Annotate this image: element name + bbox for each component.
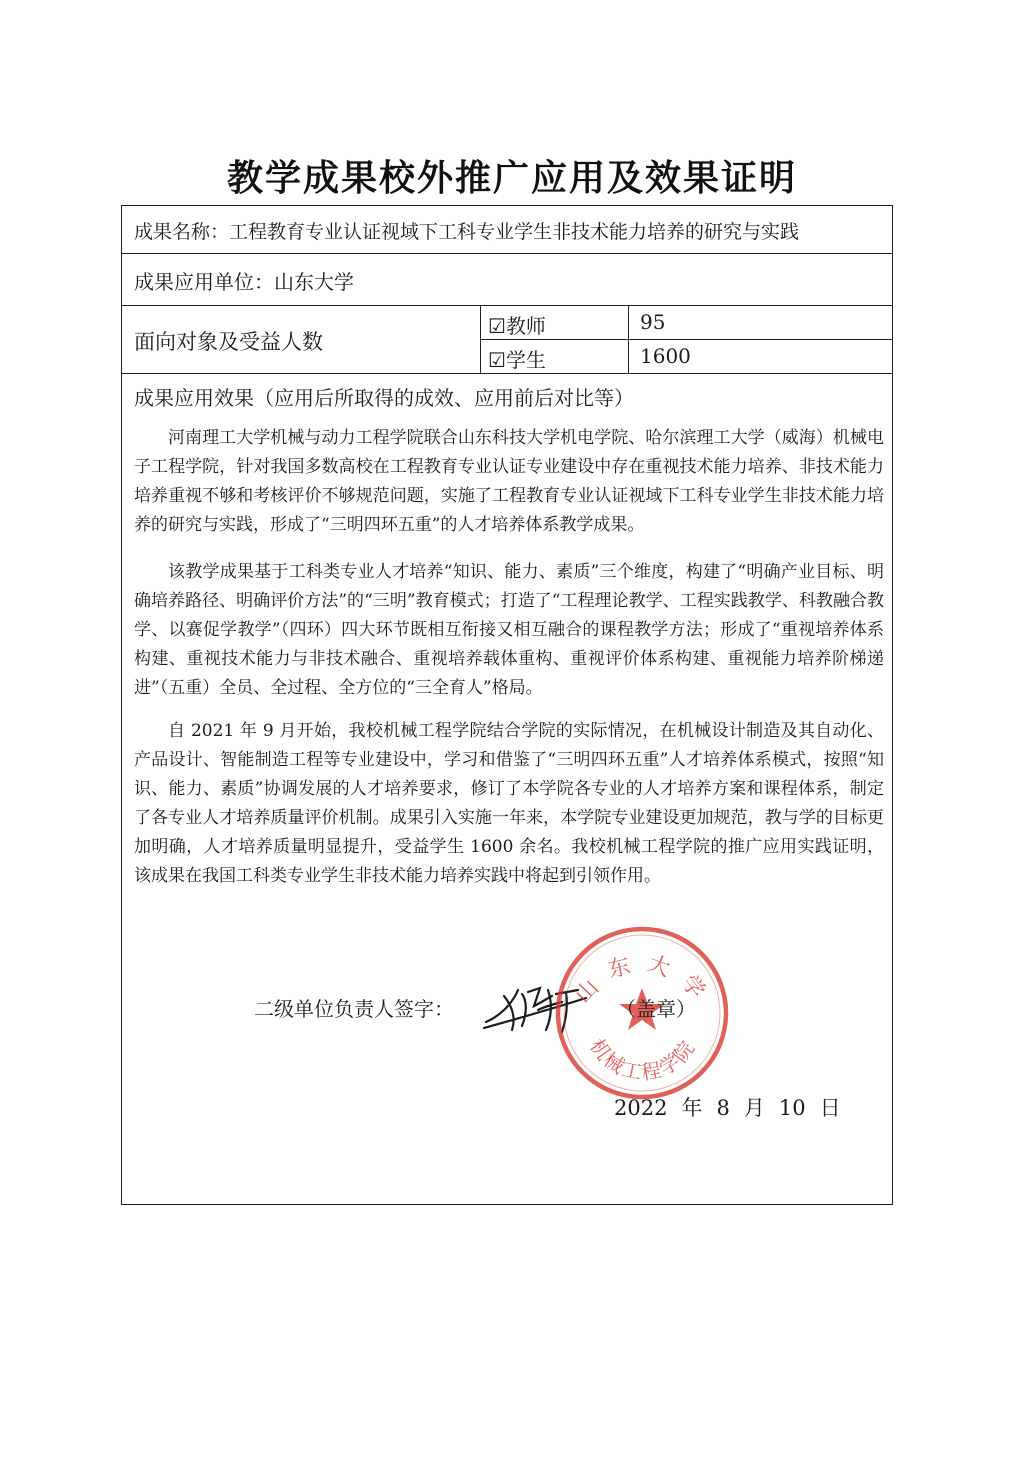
date-year: 2022 (614, 1096, 668, 1120)
audience-count-student: 1600 (640, 344, 691, 368)
date-day: 10 (778, 1096, 806, 1120)
date-month: 8 (716, 1096, 730, 1120)
document-title: 教学成果校外推广应用及效果证明 (226, 158, 797, 199)
seal-note: （盖章） (616, 997, 696, 1021)
checked-box-icon: ☑ (488, 348, 506, 372)
seal-text-top: 山东大学 (570, 950, 718, 1015)
effect-heading: 成果应用效果（应用后所取得的成效、应用前后对比等） (134, 386, 634, 410)
date-year-unit: 年 (681, 1096, 703, 1120)
seal-text-bottom: 机械工程学院 (585, 1034, 701, 1085)
effect-paragraph: 自 2021 年 9 月开始，我校机械工程学院结合学院的实际情况，在机械设计制造及其自动化、产品设计、智能制造工程等专业建设中，学习和借鉴了“三明四环五重”人才培养体系模式，按照“知识、能力、素质”协调发展的人才培养要求，修订了本学院各专业的人才培养方案和课程体系，制定了各专业人才培养质量评价机制。成果引入实施一年来，本学院专业建设更加规范，教与学的目标更加明确，人才培养质量明显提升，受益学生 1600 余名。我校机械工程学院的推广应用实践证明，该成果在我国工科类专业学生非技术能力培养实践中将起到引领作用。 (134, 721, 884, 886)
checked-box-icon: ☑ (488, 314, 506, 338)
signature-label: 二级单位负责人签字： (254, 997, 454, 1021)
date-month-unit: 月 (743, 1096, 765, 1120)
svg-text:机械工程学院 (585, 1034, 700, 1085)
achievement-name-row (122, 206, 892, 254)
date-day-unit: 日 (819, 1096, 841, 1120)
application-unit-row (122, 254, 892, 306)
audience-type-label: 教师 (505, 314, 546, 338)
audience-count-teacher: 95 (640, 310, 666, 334)
audience-type-student (488, 344, 546, 373)
audience-type-label: 学生 (505, 348, 546, 372)
achievement-name: 成果名称：工程教育专业认证视域下工科专业学生非技术能力培养的研究与实践 (134, 221, 800, 243)
audience-type-teacher (488, 310, 546, 339)
signing-date (614, 1092, 855, 1122)
audience-label: 面向对象及受益人数 (134, 330, 323, 354)
effect-paragraph: 该教学成果基于工科类专业人才培养“知识、能力、素质”三个维度，构建了“明确产业目标、明确培养路径、明确评价方法”的“三明”教育模式；打造了“工程理论教学、工程实践教学、科教融合教学、以赛促学教学”（四环）四大环节既相互衔接又相互融合的课程教学方法；形成了“重视培养体系构建、重视技术能力与非技术融合、重视培养载体重构、重视评价体系构建、重视能力培养阶梯递进”（五重）全员、全过程、全方位的“三全育人”格局。 (134, 562, 884, 698)
effect-paragraph: 河南理工大学机械与动力工程学院联合山东科技大学机电学院、哈尔滨理工大学（威海）机械电子工程学院，针对我国多数高校在工程教育专业认证专业建设中存在重视技术能力培养、非技术能力培养重视不够和考核评价不够规范问题，实施了工程教育专业认证视域下工科专业学生非技术能力培养的研究与实践，形成了“三明四环五重”的人才培养体系教学成果。 (134, 428, 884, 535)
audience-row (122, 306, 892, 374)
certificate-form (121, 205, 893, 1205)
application-unit: 成果应用单位：山东大学 (134, 270, 354, 294)
audience-divider (480, 339, 892, 340)
